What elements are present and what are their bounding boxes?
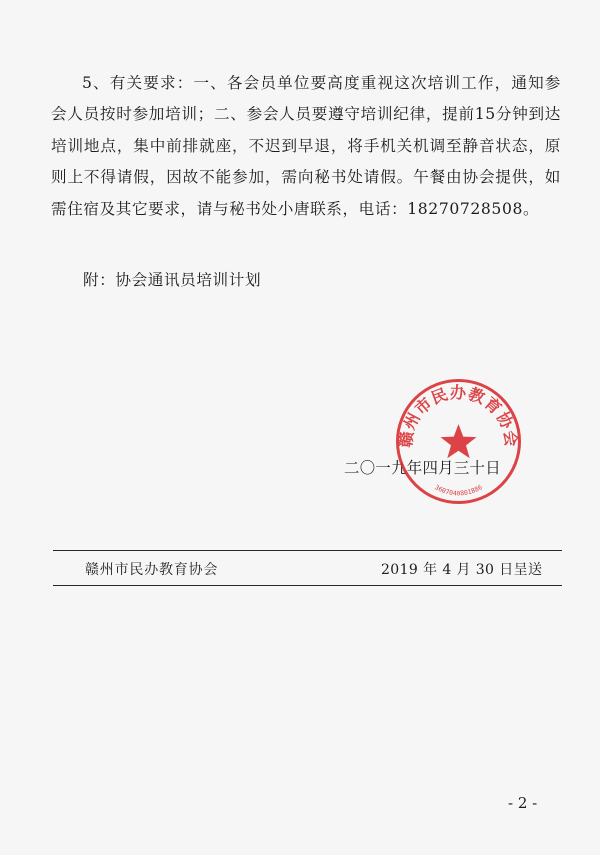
requirements-text: 5、有关要求：一、各会员单位要高度重视这次培训工作，通知参会人员按时参加培训；二、参会人员要遵守培训纪律，提前15分钟到达培训地点，集中前排就座，不迟到早退，将手机关机调至静音状态，原则上不得请假，因故不能参加，需向秘书处请假。午餐由协会提供，如需住宿及其它要求，请与秘书处小唐联系，电话：18270728508。 bbox=[51, 74, 561, 218]
seal-star-icon bbox=[441, 424, 477, 458]
signature-date: 二〇一九年四月三十日 bbox=[344, 459, 501, 477]
official-seal bbox=[393, 376, 524, 507]
seal-org-text: 赣州市民办教育协会 bbox=[395, 383, 522, 449]
seal-ring bbox=[395, 381, 522, 503]
footer-sent-date: 2019 年 4 月 30 日呈送 bbox=[381, 562, 543, 578]
footer-top-rule bbox=[53, 550, 562, 551]
page-number: - 2 - bbox=[508, 794, 538, 812]
footer-bottom-rule bbox=[53, 585, 562, 586]
requirements-paragraph bbox=[51, 68, 561, 225]
seal-code: 3607040801886 bbox=[433, 483, 484, 498]
footer-organization: 赣州市民办教育协会 bbox=[85, 562, 219, 578]
attachment-line: 附：协会通讯员培训计划 bbox=[83, 271, 262, 289]
